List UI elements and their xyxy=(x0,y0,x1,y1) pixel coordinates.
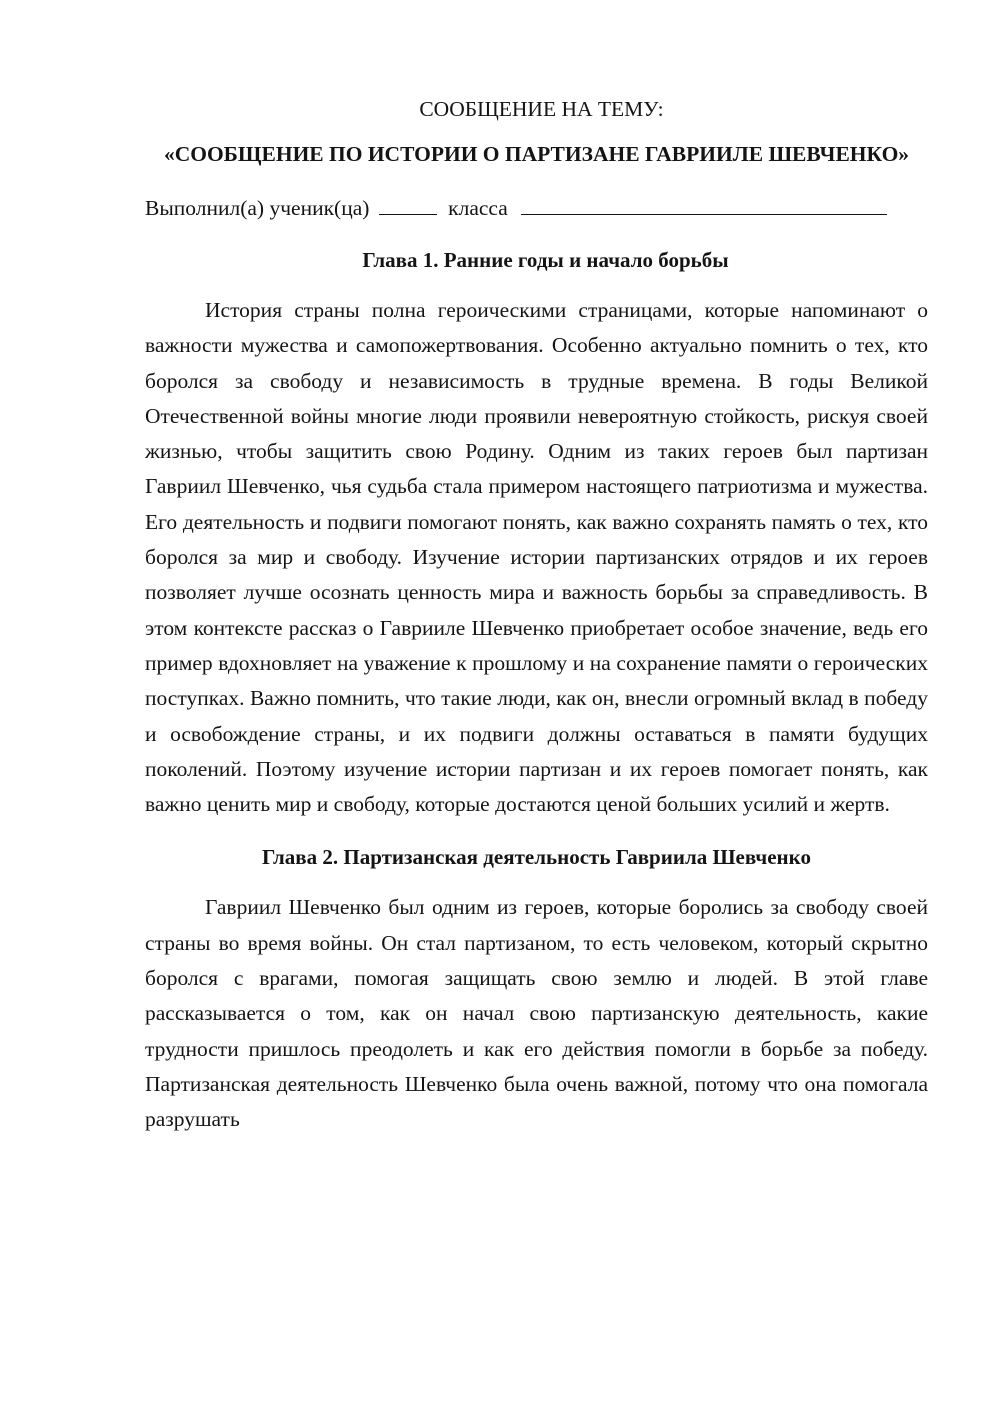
author-line xyxy=(145,193,928,223)
document-title: «СООБЩЕНИЕ ПО ИСТОРИИ О ПАРТИЗАНЕ ГАВРИИЛЕ ШЕВЧЕНКО» xyxy=(163,142,910,166)
document-page xyxy=(145,96,928,1138)
chapter-2-title: Глава 2. Партизанская деятельность Гавриила Шевченко xyxy=(262,845,811,870)
class-label: класса xyxy=(448,196,508,220)
document-type-label: СООБЩЕНИЕ НА ТЕМУ: xyxy=(419,97,664,121)
chapter-2-paragraph: Гавриил Шевченко был одним из героев, которые боролись за свободу своей страны во время войны. Он стал партизаном, то есть человеком, который скрытно боролся с врагами, помогая защищать свою землю и людей. В этой главе рассказывается о том, как он начал свою партизанскую деятельность, какие трудности пришлось преодолеть и как его действия помогли в борьбе за победу. Партизанская деятельность Шевченко была очень важной, потому что она помогала разрушать xyxy=(145,895,928,1132)
student-name-blank-field xyxy=(521,194,887,215)
chapter-1-title: Глава 1. Ранние годы и начало борьбы xyxy=(362,248,729,272)
performed-by-label: Выполнил(а) ученик(ца) xyxy=(145,196,370,220)
chapter-1-paragraph: История страны полна героическими страницами, которые напоминают о важности мужества и самопожертвования. Особенно актуально помнить о тех, кто боролся за свободу и независимость в трудные времена. В годы Великой Отечественной войны многие люди проявили невероятную стойкость, рискуя своей жизнью, чтобы защитить свою Родину. Одним из таких героев был партизан Гавриил Шевченко, чья судьба стала примером настоящего патриотизма и мужества. Его деятельность и подвиги помогают понять, как важно сохранять память о тех, кто боролся за мир и свободу. Изучение истории партизанских отрядов и их героев позволяет лучше осознать ценность мира и важность борьбы за справедливость. В этом контексте рассказ о Гаврииле Шевченко приобретает особое значение, ведь его пример вдохновляет на уважение к прошлому и на сохранение памяти о героических поступках. Важно помнить, что такие люди, как он, внесли огромный вклад в победу и освобождение страны, и их подвиги должны оставаться в памяти будущих поколений. Поэтому изучение истории партизан и их героев помогает понять, как важно ценить мир и свободу, которые достаются ценой больших усилий и жертв. xyxy=(145,298,928,817)
grade-blank-field xyxy=(379,194,437,215)
